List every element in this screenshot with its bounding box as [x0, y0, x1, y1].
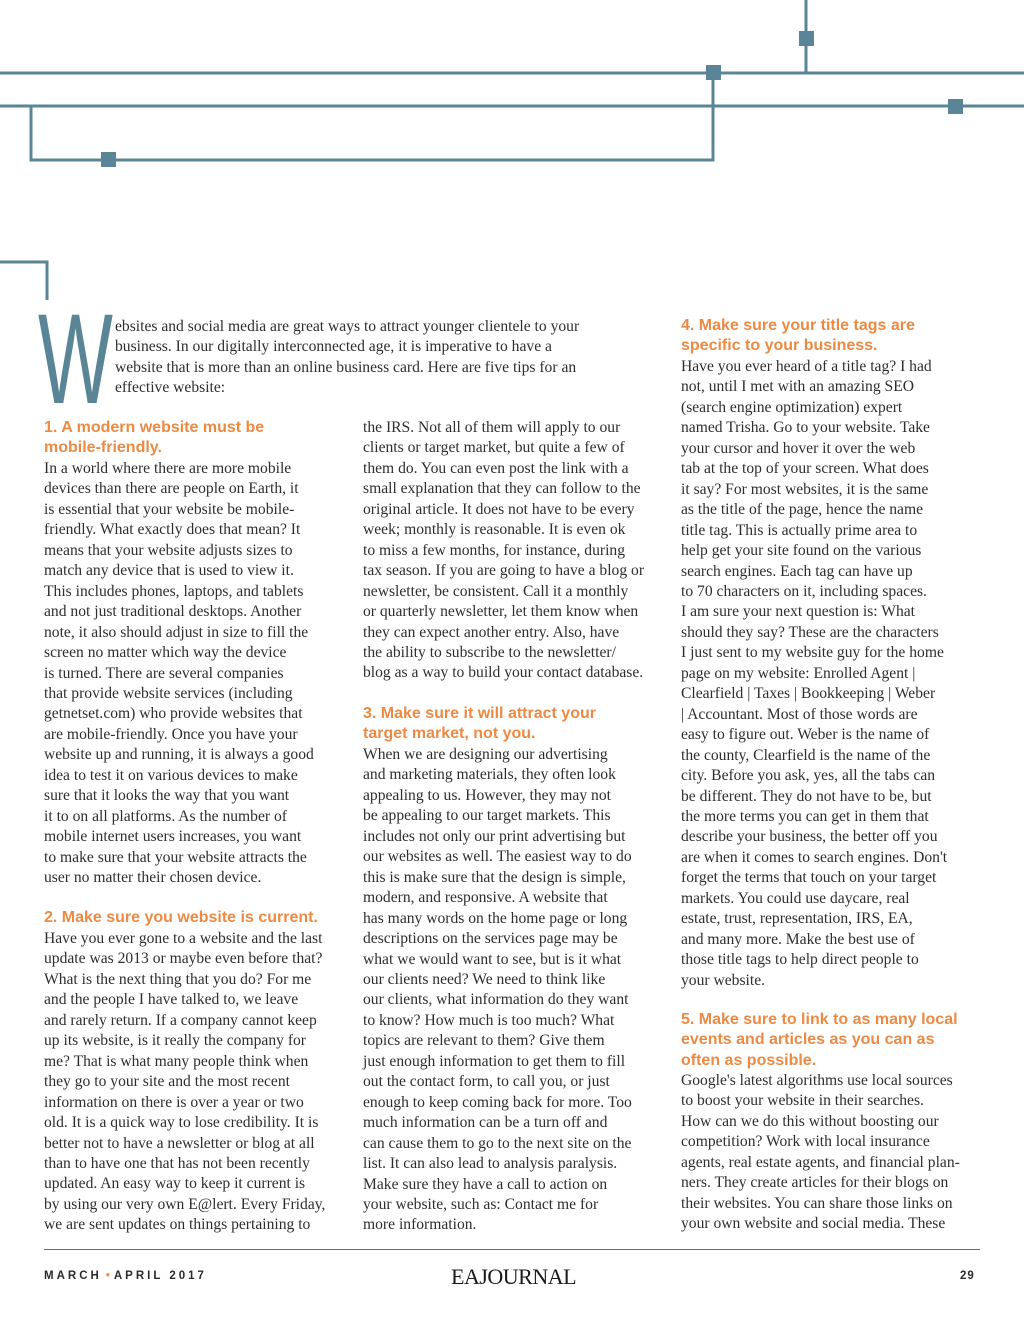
bracket-frame: [31, 73, 713, 160]
section-body-3: When we are designing our advertising and marketing materials, they often look appealing to us. However, they may not be appealing to our target markets. This includes not only our print advertising but our websites as well. The easiest way to do this is make sure that the design is simple, modern, and responsive. A website that has many words on the home page or long descriptions on the services page may be what we would want to see, but is it what our clients need? We need to think like our clients, what information do they want to know? How much is too much? What topics are relevant to them? Give them just enough information to get them to fill out the contact form, to call you, or just enough to keep coming back for more. Too much information can be a turn off and can cause them to go to the next site on the list. It can also lead to analysis paralysis. Make sure they have a call to action on your website, such as: Contact me for more information.: [363, 746, 632, 1234]
square-marker: [101, 152, 116, 167]
square-marker: [706, 65, 721, 80]
magazine-logo: EAJOURNAL: [451, 1264, 577, 1289]
footer-divider: [44, 1249, 980, 1250]
square-marker: [948, 99, 963, 114]
issue-month: MARCH: [44, 1270, 102, 1282]
section-body-2-continued: the IRS. Not all of them will apply to our clients or target market, but quite a few of them do. You can even post the link with a small explanation that they can follow to the original article. It does not have to be every week; monthly is reasonable. It is even ok to miss a few months, for instance, during tax season. If you are going to have a blog or newsletter, be consistent. Call it a monthly or quarterly newsletter, let them know when they can expect another entry. Also, have the ability to subscribe to the newsletter/ blog as a way to build your contact database.: [363, 419, 645, 682]
section-heading-3: 3. Make sure it will attract your target market, not you.: [363, 705, 596, 743]
section-body-1: In a world where there are more mobile devices than there are people on Earth, it is essential that your website be mobile- friendly. What exactly does that mean? It means that your website adjusts sizes to match any device that is used to view it. This includes phones, laptops, and tablets and not just traditional desktops. Another note, it also should adjust in size to fill the screen no matter which way the device is turned. There are several companies that provide website services (including getnetset.com) who provide websites that are mobile-friendly. Once you have your website up and running, it is always a good idea to test it on various devices to make sure that it looks the way that you want it to on all platforms. As the number of mobile internet users increases, you want to make sure that your website attracts the user no matter their chosen device.: [44, 460, 314, 887]
section-body-2: Have you ever gone to a website and the last update was 2013 or maybe even before that? What is the next thing that you do? For me and the people I have talked to, we leave and rarely return. If a company cannot keep up its website, is it really the company for me? That is what many people think when they go to your site and the most recent information on there is over a year or two old. It is a quick way to lose credibility. It is better not to have a newsletter or blog at all than to have one that has not been recently updated. An easy way to keep it current is by using our very own E@lert. Every Friday, we are sent updates on things pertaining to: [44, 930, 326, 1234]
page-number: 29: [960, 1270, 975, 1282]
section-body-4: Have you ever heard of a title tag? I had not, until I met with an amazing SEO (search engine optimization) expert named Trisha. Go to your website. Take your cursor and hover it over the web tab at the top of your screen. What does it say? For most websites, it is the same as the title of the page, hence the name title tag. This is actually prime area to help get your site found on the various search engines. Each tag can have up to 70 characters on it, including spaces. I am sure your next question is: What should they say? These are the characters I just sent to my website guy for the home page on my website: Enrolled Agent | Clearfield | Taxes | Bookkeeping | Weber | Accountant. Most of those words are easy to figure out. Weber is the name of the county, Clearfield is the name of the city. Before you ask, yes, all the tabs can be different. They do not have to be, but the more terms you can get in them that describe your business, the better off you are when it comes to search engines. Don't forget the terms that touch on your target markets. You could use daycare, real estate, trust, representation, IRS, EA, and many more. Make the best use of those title tags to help direct people to your website.: [681, 358, 948, 989]
issue-month-year: APRIL 2017: [113, 1270, 207, 1282]
section-heading-4: 4. Make sure your title tags are specific to your business.: [681, 317, 915, 355]
square-marker: [799, 31, 814, 46]
intro-paragraph: ebsites and social media are great ways to attract younger clientele to your business. In our digitally interconnected age, it is imperative to have a website that is more than an online business card. Here are five tips for an effective website:: [115, 318, 580, 397]
section-heading-1: 1. A modern website must be mobile-friendly.: [44, 419, 265, 457]
section-heading-5: 5. Make sure to link to as many local events and articles as you can as often as possible.: [681, 1011, 958, 1069]
section-body-5: Google's latest algorithms use local sources to boost your website in their searches. How can we do this without boosting our competition? Work with local insurance agents, real estate agents, and financial plan- ners. They create articles for their blogs on their websites. You can share those links on your own website and social media. These: [681, 1072, 960, 1233]
decorative-line-art: [0, 0, 1024, 300]
issue-date: [44, 1270, 207, 1282]
separator-dot: •: [105, 1270, 110, 1282]
section-heading-2: 2. Make sure you website is current.: [44, 909, 318, 926]
drop-cap: W: [38, 288, 113, 431]
